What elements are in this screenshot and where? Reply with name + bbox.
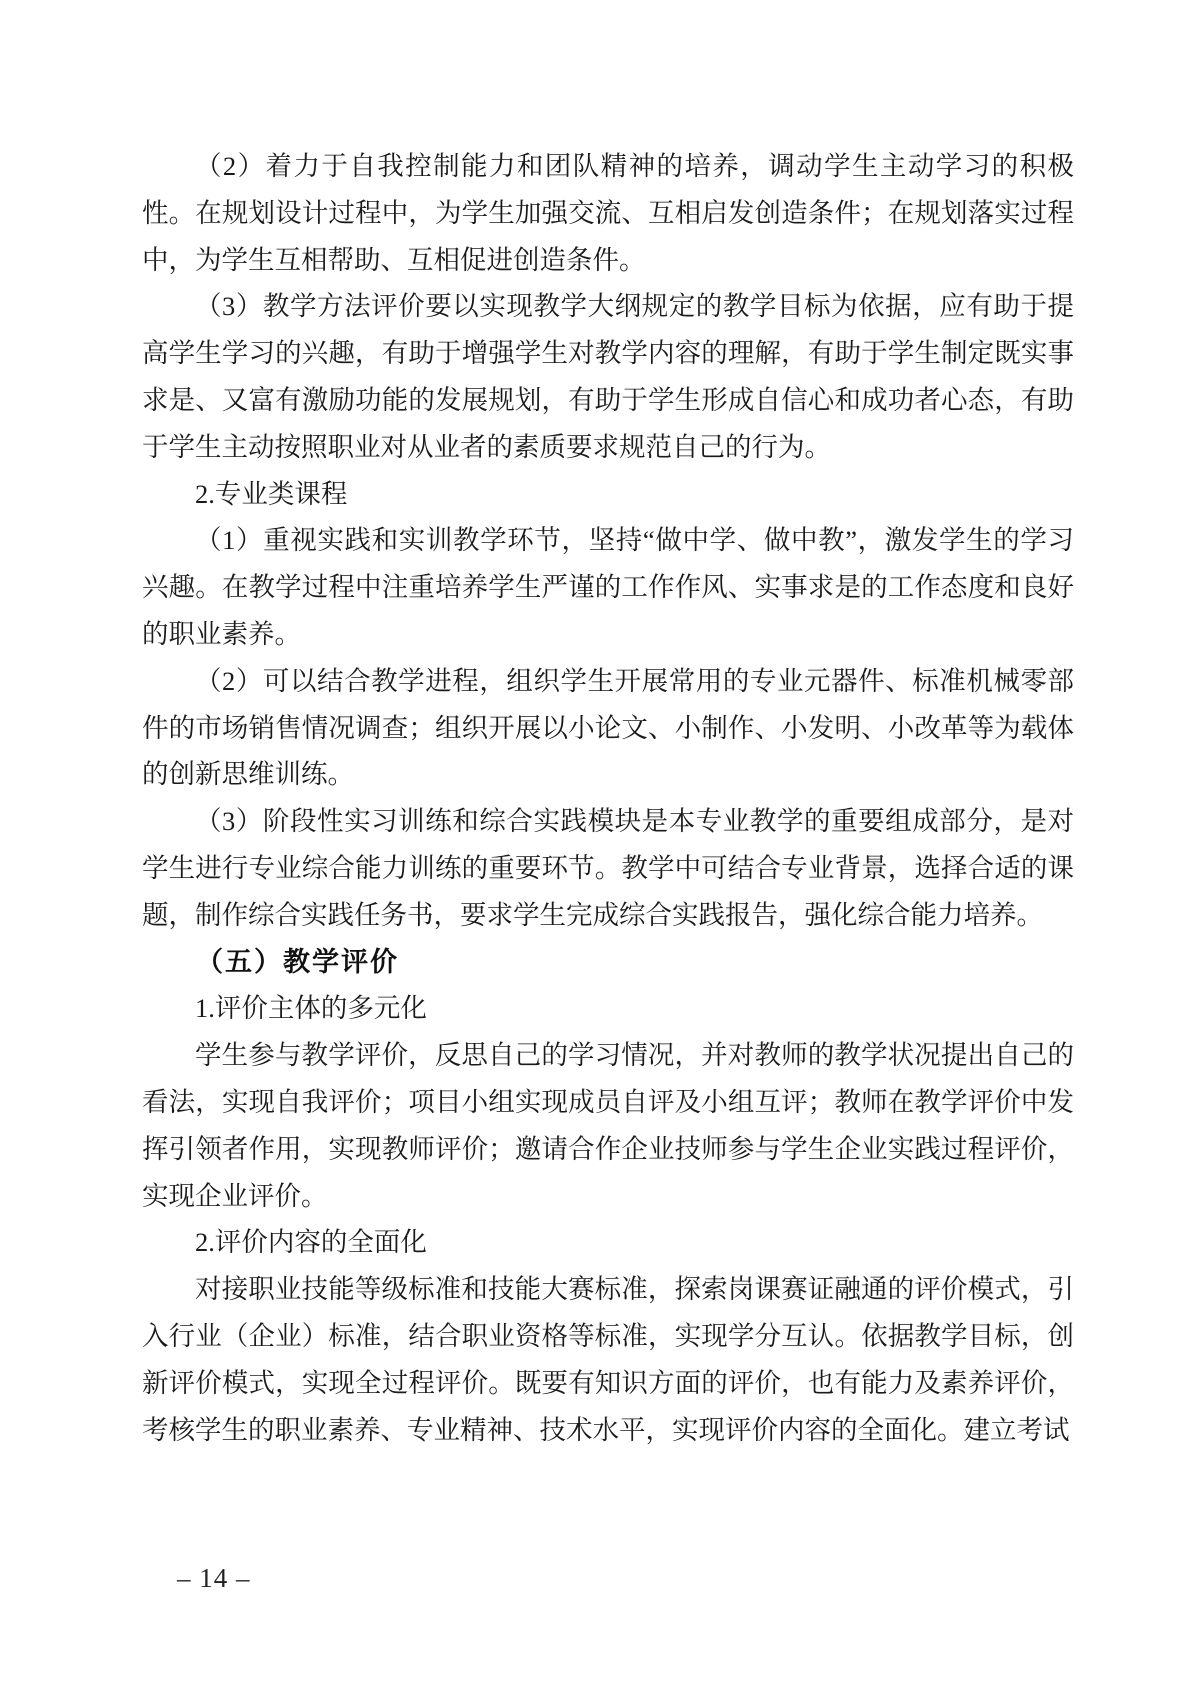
paragraph: （3）教学方法评价要以实现教学大纲规定的教学目标为依据，应有助于提高学生学习的兴趣，有助于增强学生对教学内容的理解，有助于学生制定既实事求是、又富有激励功能的发展规划，有助于学生形成自信心和成功者心态，有助于学生主动按照职业对从业者的素质要求规范自己的行为。 — [142, 291, 1074, 462]
paragraph: （1）重视实践和实训教学环节，坚持“做中学、做中教”，激发学生的学习兴趣。在教学过程中注重培养学生严谨的工作作风、实事求是的工作态度和良好的职业素养。 — [142, 525, 1074, 649]
paragraph: 学生参与教学评价，反思自己的学习情况，并对教师的教学状况提出自己的看法，实现自我评价；项目小组实现成员自评及小组互评；教师在教学评价中发挥引领者作用，实现教师评价；邀请合作企业技师参与学生企业实践过程评价，实现企业评价。 — [142, 1040, 1074, 1211]
paragraph: 2.评价内容的全面化 — [195, 1227, 427, 1258]
paragraph: （3）阶段性实习训练和综合实践模块是本专业教学的重要组成部分，是对学生进行专业综合能力训练的重要环节。教学中可结合专业背景，选择合适的课题，制作综合实践任务书，要求学生完成综合实践报告，强化综合能力培养。 — [142, 806, 1074, 930]
paragraph: 2.专业类课程 — [195, 478, 348, 509]
document-body — [142, 143, 1074, 1453]
paragraph: 1.评价主体的多元化 — [195, 993, 427, 1024]
section-heading: （五）教学评价 — [196, 946, 399, 977]
paragraph: （2）着力于自我控制能力和团队精神的培养，调动学生主动学习的积极性。在规划设计过程中，为学生加强交流、互相启发创造条件；在规划落实过程中，为学生互相帮助、互相促进创造条件。 — [142, 151, 1074, 275]
paragraph: 对接职业技能等级标准和技能大赛标准，探索岗课赛证融通的评价模式，引入行业（企业）标准，结合职业资格等标准，实现学分互认。依据教学目标，创新评价模式，实现全过程评价。既要有知识方面的评价，也有能力及素养评价，考核学生的职业素养、专业精神、技术水平，实现评价内容的全面化。建立考试 — [142, 1274, 1074, 1445]
page-number: – 14 – — [177, 1563, 251, 1593]
paragraph: （2）可以结合教学进程，组织学生开展常用的专业元器件、标准机械零部件的市场销售情况调查；组织开展以小论文、小制作、小发明、小改革等为载体的创新思维训练。 — [142, 665, 1074, 790]
